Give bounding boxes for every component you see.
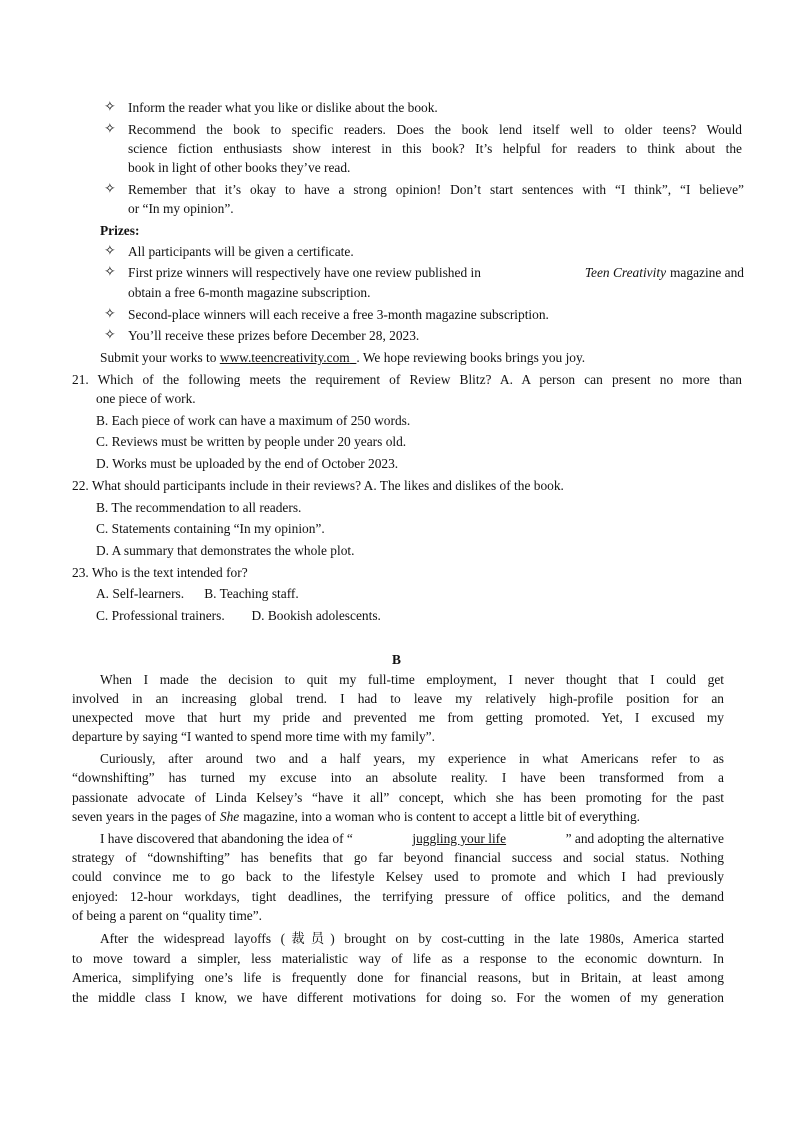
passage-line	[100, 829, 724, 848]
passage-line: passionate advocate of Linda Kelsey’s “have it all” concept, which she has been promoting for the past	[72, 790, 724, 805]
option-22-c: C. Statements containing “In my opinion”.	[96, 521, 325, 536]
option-21-c: C. Reviews must be written by people under 20 years old.	[96, 434, 407, 449]
question-23: 23. Who is the text intended for?	[72, 565, 248, 580]
option-23-ab: A. Self-learners. B. Teaching staff.	[96, 586, 299, 601]
question-21: 21. Which of the following meets the requirement of Review Blitz? A. A person can present no more than	[72, 372, 742, 387]
prize-text: First prize winners will respectively have one review published in	[128, 265, 481, 280]
passage-line: Curiously, after around two and a half years, my experience in what Americans refer to as	[100, 751, 724, 766]
tip-line: Remember that it’s okay to have a strong opinion! Don’t start sentences with “I think”, “I believe”	[128, 182, 744, 197]
passage-line: When I made the decision to quit my full-time employment, I never thought that I could get	[100, 672, 724, 687]
bullet-diamond-icon: ✧	[104, 264, 116, 280]
passage-line: After the widespread layoffs (裁员) brought on by cost-cutting in the late 1980s, America started	[100, 931, 724, 946]
passage-text: ” and adopting the alternative	[565, 831, 724, 846]
passage-text: seven years in the pages of	[72, 809, 216, 824]
question-21-continued: one piece of work.	[96, 391, 196, 406]
prizes-heading: Prizes:	[100, 223, 140, 238]
passage-line: unexpected move that hurt my pride and prevented me from getting promoted. Yet, I excused my	[72, 710, 724, 725]
prize-text: magazine and	[670, 265, 744, 280]
prize-line: obtain a free 6-month magazine subscription.	[128, 285, 371, 300]
prize-text-group	[585, 263, 744, 282]
magazine-title: Teen Creativity	[584, 265, 667, 280]
passage-line: of being a parent on “quality time”.	[72, 908, 263, 923]
option-22-d: D. A summary that demonstrates the whole plot.	[96, 543, 355, 558]
tip-line: Inform the reader what you like or dislike about the book.	[128, 100, 438, 115]
section-b-heading: B	[392, 652, 401, 667]
tip-line: science fiction enthusiasts show interest in this book? It’s helpful for readers to think about the	[128, 141, 742, 156]
prize-line	[128, 263, 744, 282]
bullet-diamond-icon: ✧	[104, 121, 116, 137]
tip-line: or “In my opinion”.	[128, 201, 234, 216]
submit-prefix: Submit your works to	[100, 350, 217, 365]
passage-line: departure by saying “I wanted to spend more time with my family”.	[72, 729, 435, 744]
prize-line: All participants will be given a certificate.	[128, 244, 354, 259]
passage-text: I have discovered that abandoning the idea of “	[100, 831, 353, 846]
bullet-diamond-icon: ✧	[104, 243, 116, 259]
submit-line	[100, 348, 585, 367]
passage-line: enjoyed: 12-hour workdays, tight deadlines, the terrifying pressure of office politics, and the demand	[72, 889, 724, 904]
tip-line: Recommend the book to specific readers. Does the book lend itself well to older teens? Would	[128, 122, 742, 137]
bullet-diamond-icon: ✧	[104, 306, 116, 322]
passage-line: to move toward a simpler, less materialistic way of life as a response to the economic downturn. In	[72, 951, 724, 966]
prize-line: You’ll receive these prizes before December 28, 2023.	[128, 328, 420, 343]
option-21-b: B. Each piece of work can have a maximum of 250 words.	[96, 413, 411, 428]
passage-line: “downshifting” has turned my excuse into an absolute reality. I have been transformed from a	[72, 770, 724, 785]
submit-suffix: . We hope reviewing books brings you joy.	[356, 350, 586, 365]
magazine-title: She	[219, 809, 240, 824]
passage-text: magazine, into a woman who is content to accept a little bit of everything.	[243, 809, 641, 824]
passage-line: could convince me to go back to the lifestyle Kelsey used to promote and which I had previously	[72, 869, 724, 884]
tip-line: book in light of other books they’ve read.	[128, 160, 351, 175]
passage-line: involved in an increasing global trend. I had to leave my relatively high-profile position for an	[72, 691, 724, 706]
question-22: 22. What should participants include in their reviews? A. The likes and dislikes of the book.	[72, 478, 564, 493]
juggling-phrase: juggling your life	[412, 831, 507, 846]
passage-line: America, simplifying one’s life is frequently done for financial reasons, but in Britain, at least among	[72, 970, 724, 985]
bullet-diamond-icon: ✧	[104, 181, 116, 197]
passage-line: strategy of “downshifting” has benefits that go far beyond financial success and social status. Nothing	[72, 850, 724, 865]
bullet-diamond-icon: ✧	[104, 327, 116, 343]
option-23-cd: C. Professional trainers. D. Bookish adolescents.	[96, 608, 381, 623]
passage-line	[72, 807, 724, 826]
option-22-b: B. The recommendation to all readers.	[96, 500, 302, 515]
option-21-d: D. Works must be uploaded by the end of October 2023.	[96, 456, 399, 471]
submit-link[interactable]: www.teencreativity.com	[219, 350, 350, 365]
prize-line: Second-place winners will each receive a free 3-month magazine subscription.	[128, 307, 549, 322]
bullet-diamond-icon: ✧	[104, 99, 116, 115]
passage-line: the middle class I know, we have different motivations for doing so. For the women of my generation	[72, 990, 724, 1005]
